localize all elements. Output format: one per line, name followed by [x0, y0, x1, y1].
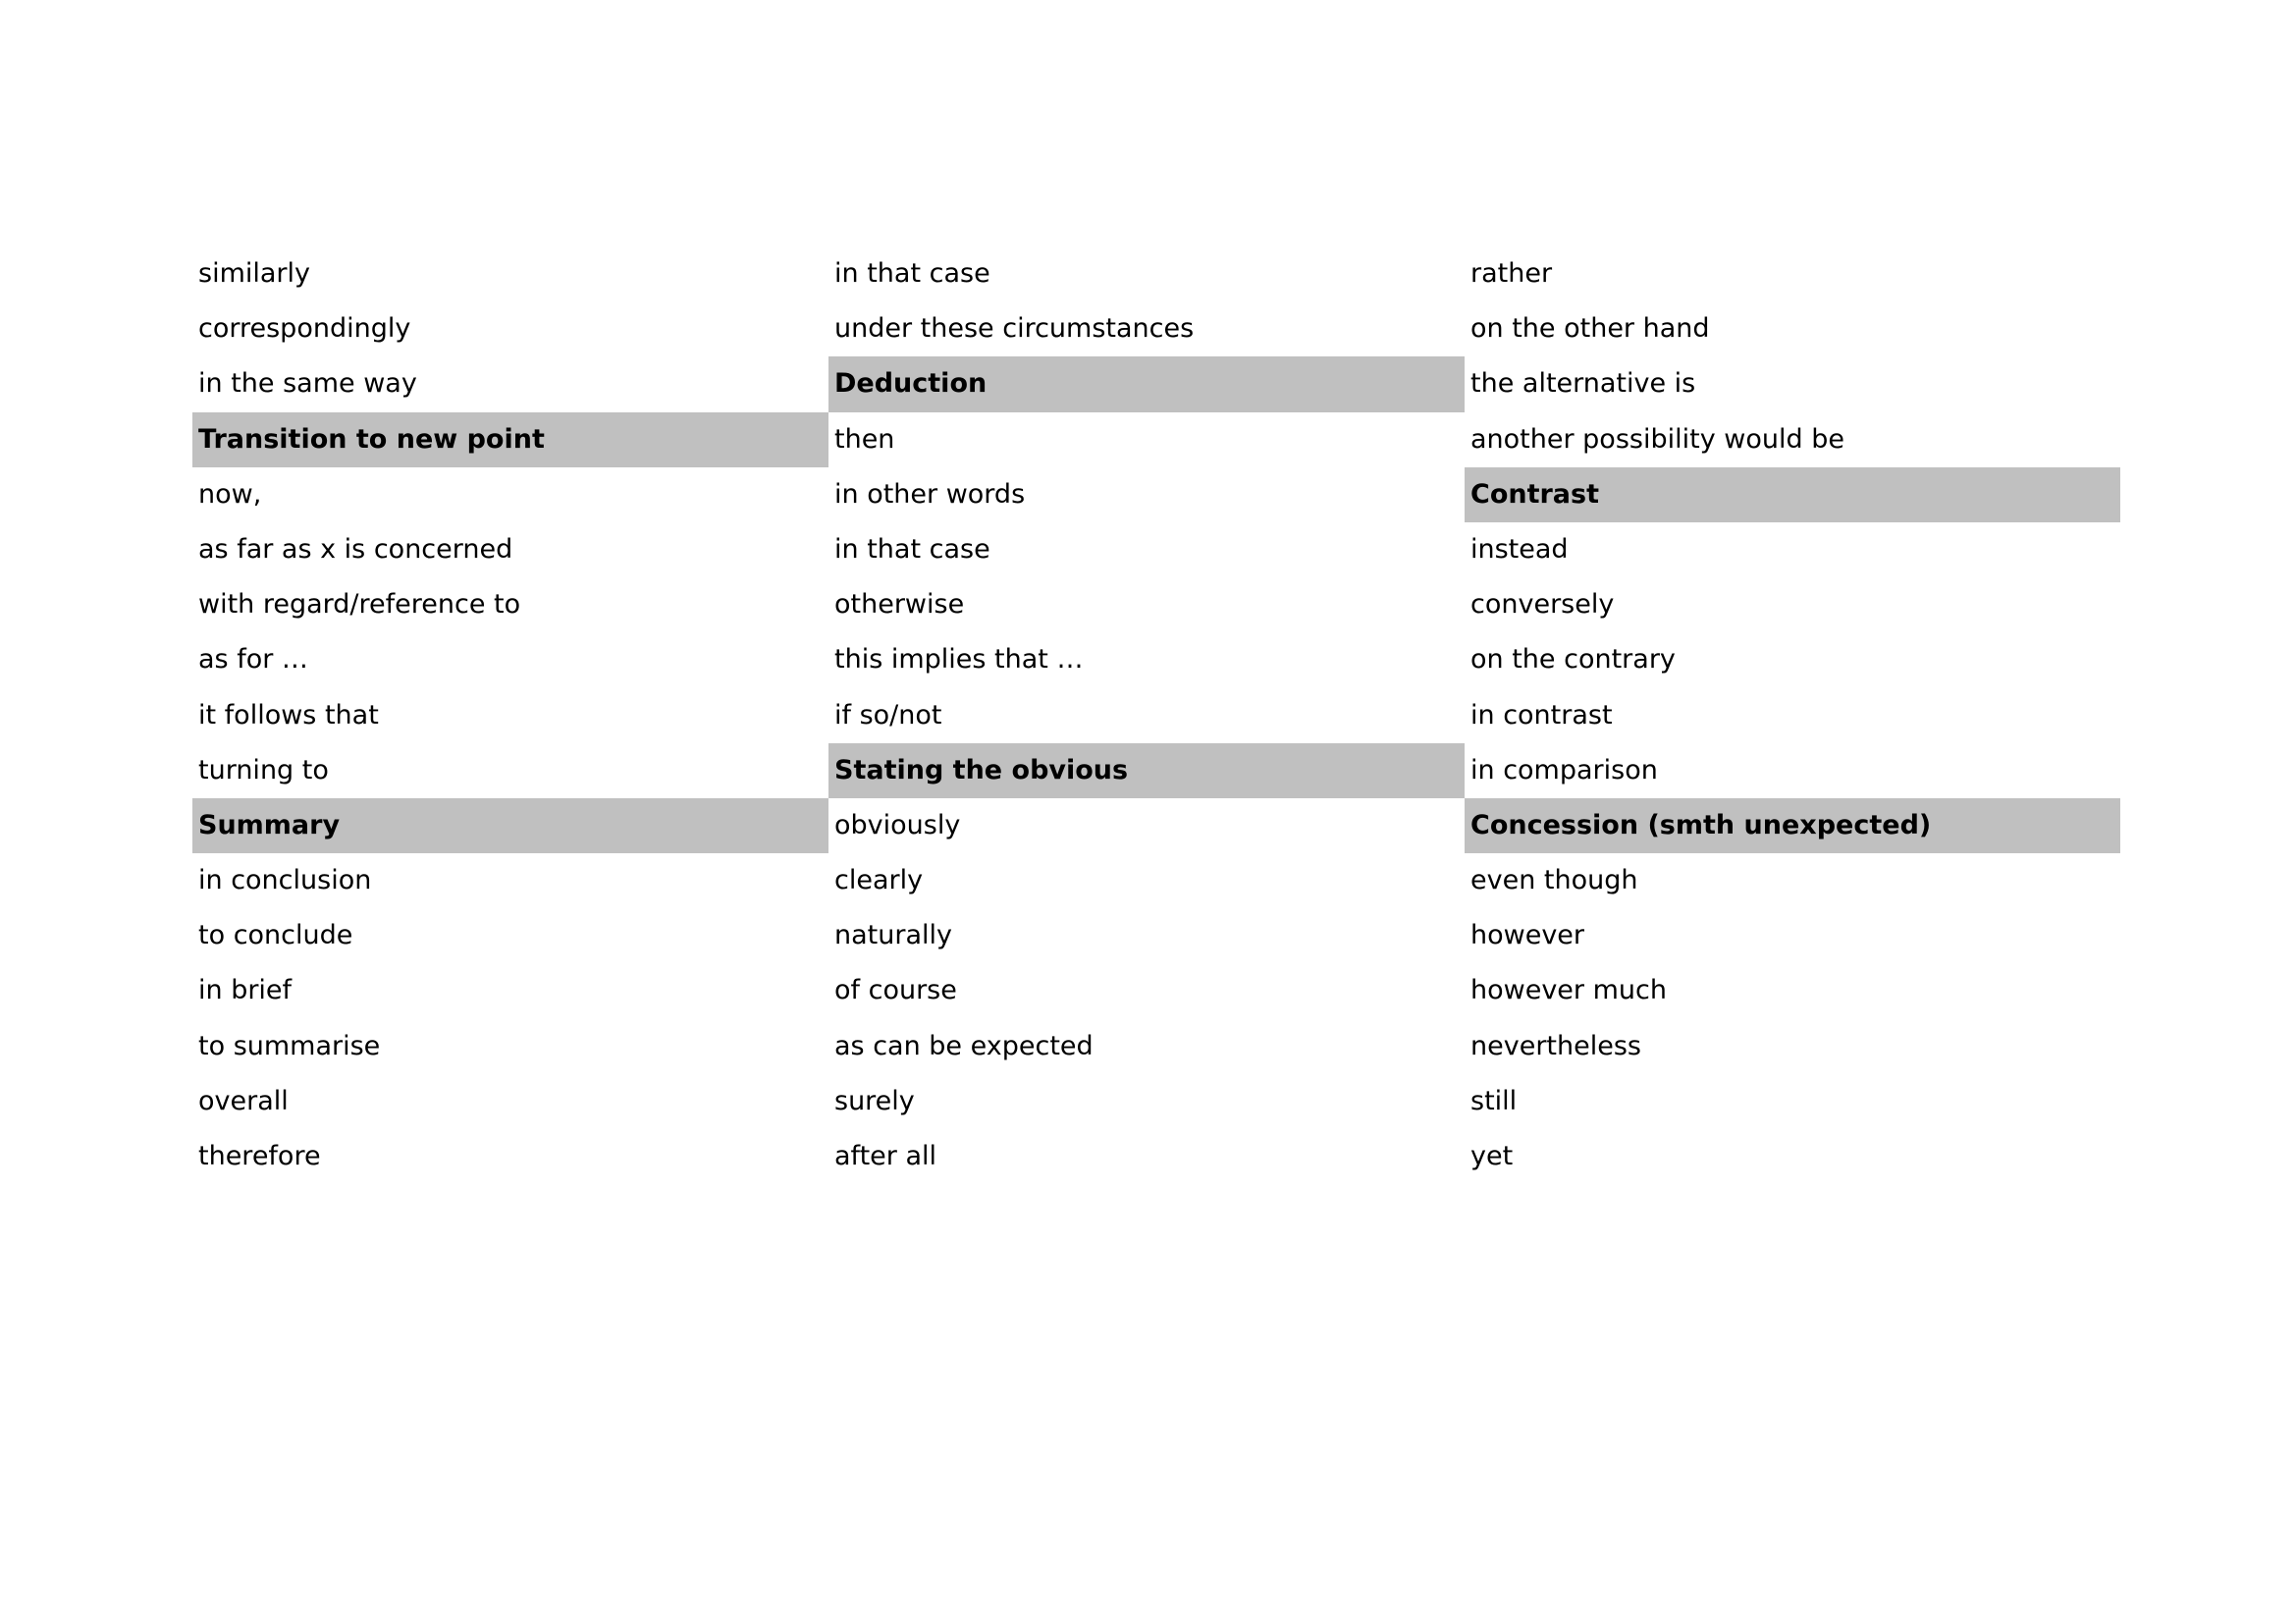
- phrase-item: therefore: [198, 1141, 321, 1171]
- phrase-item: the alternative is: [1470, 368, 1696, 400]
- phrase-item: in brief: [198, 975, 293, 1006]
- phrase-item: another possibility would be: [1470, 423, 1844, 455]
- phrase-item: conversely: [1470, 589, 1615, 621]
- phrase-item: turning to: [198, 754, 329, 785]
- phrase-item: of course: [834, 975, 957, 1006]
- phrase-item: correspondingly: [198, 313, 411, 345]
- column-1: [192, 246, 828, 1184]
- phrase-item: clearly: [834, 865, 924, 896]
- phrase-item: rather: [1470, 258, 1553, 289]
- phrase-item: then: [834, 423, 895, 455]
- column-3: [1465, 246, 2120, 1184]
- phrase-item: still: [1470, 1085, 1518, 1116]
- phrase-item: in other words: [834, 478, 1026, 510]
- phrase-item: on the other hand: [1470, 313, 1710, 345]
- phrase-item: after all: [834, 1141, 937, 1171]
- phrase-item: on the contrary: [1470, 644, 1676, 676]
- phrase-item: even though: [1470, 865, 1638, 896]
- phrase-item: naturally: [834, 920, 952, 951]
- phrase-item: obviously: [834, 809, 961, 840]
- phrase-item: as far as x is concerned: [198, 533, 513, 565]
- phrase-item: if so/not: [834, 699, 942, 731]
- section-heading: Concession (smth unexpected): [1465, 798, 2120, 853]
- section-heading: Contrast: [1465, 467, 2120, 522]
- phrase-item: in comparison: [1470, 754, 1658, 785]
- phrase-item: as for …: [198, 644, 308, 676]
- phrase-item: similarly: [198, 258, 310, 289]
- phrase-item: in that case: [834, 258, 990, 289]
- phrase-item: however: [1470, 920, 1585, 951]
- phrase-item: in that case: [834, 533, 990, 565]
- phrase-item: instead: [1470, 533, 1569, 565]
- section-heading: Summary: [192, 798, 828, 853]
- section-heading: Transition to new point: [192, 412, 828, 467]
- phrase-item: it follows that: [198, 699, 379, 731]
- phrase-item: under these circumstances: [834, 313, 1195, 345]
- phrase-item: this implies that …: [834, 644, 1084, 676]
- phrase-item: to summarise: [198, 1030, 381, 1061]
- phrase-item: to conclude: [198, 920, 353, 951]
- phrase-item: overall: [198, 1085, 289, 1116]
- column-2: [828, 246, 1465, 1184]
- phrase-item: nevertheless: [1470, 1030, 1641, 1061]
- phrase-item: however much: [1470, 975, 1667, 1006]
- phrase-item: now,: [198, 478, 262, 510]
- phrase-item: in conclusion: [198, 865, 372, 896]
- phrase-item: otherwise: [834, 589, 965, 621]
- phrase-item: yet: [1470, 1141, 1514, 1171]
- phrase-item: in contrast: [1470, 699, 1613, 731]
- section-heading: Stating the obvious: [828, 743, 1465, 798]
- phrase-item: as can be expected: [834, 1030, 1094, 1061]
- phrase-item: surely: [834, 1085, 915, 1116]
- phrase-item: in the same way: [198, 368, 417, 400]
- phrase-item: with regard/reference to: [198, 589, 521, 621]
- section-heading: Deduction: [828, 356, 1465, 411]
